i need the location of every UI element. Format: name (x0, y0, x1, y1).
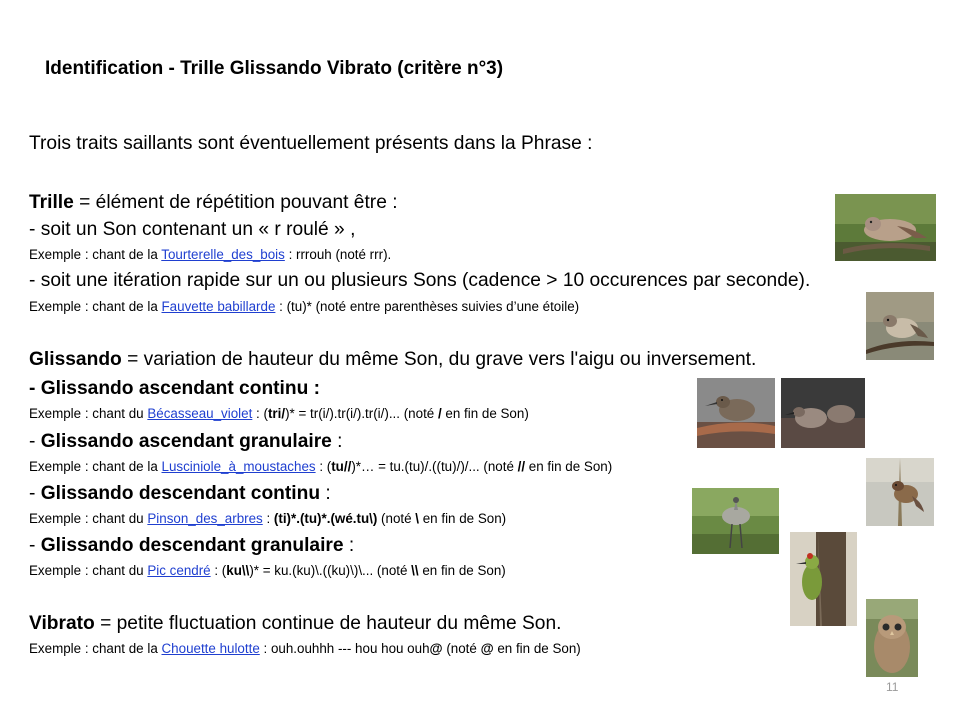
glissando-desc-gran-example (29, 563, 506, 578)
example-notation: : ouh.ouhhh --- hou hou ouh (259, 641, 430, 656)
trille-term: Trille (29, 192, 74, 213)
example-prefix: Exemple : chant de la (29, 459, 162, 474)
dash: - (29, 535, 41, 556)
notation-symbol: \\ (411, 563, 419, 578)
notation-bold: @ (429, 641, 443, 656)
example-prefix: Exemple : chant du (29, 406, 148, 421)
glissando-asc-cont-example (29, 406, 529, 421)
heading-bold: Glissando descendant granulaire (40, 535, 344, 556)
photo-tourterelle-des-bois (835, 194, 936, 261)
example-notation: )* = ku.(ku)\.((ku)\)\... (noté (249, 563, 412, 578)
example-prefix: Exemple : chant du (29, 511, 148, 526)
glissando-definition (29, 349, 756, 371)
example-prefix: Exemple : chant de la (29, 299, 162, 314)
link-chouette-hulotte[interactable]: Chouette hulotte (161, 641, 260, 656)
example-prefix: Exemple : chant de la (29, 641, 162, 656)
photo-becasseau-violet-2 (781, 378, 865, 448)
example-notation: : ( (315, 459, 332, 474)
colon: : (331, 431, 343, 452)
trille-option-2: - soit une itération rapide sur un ou plusieurs Sons (cadence > 10 occurences par seconde). (29, 270, 811, 291)
glissando-desc-cont-example (29, 511, 506, 526)
example-notation: : rrrouh (noté rrr). (284, 247, 392, 262)
vibrato-example (29, 641, 581, 656)
trille-example-1 (29, 247, 391, 262)
example-notation: (noté (377, 511, 416, 526)
glissando-asc-gran-heading (29, 431, 343, 453)
photo-pic-cendre (790, 532, 857, 626)
glissando-desc-cont-heading (29, 483, 331, 505)
glissando-desc-gran-heading (29, 535, 354, 557)
vibrato-definition (29, 613, 561, 635)
vibrato-def: = petite fluctuation continue de hauteur du même Son. (94, 613, 562, 634)
example-prefix: Exemple : chant du (29, 563, 148, 578)
photo-becasseau-violet-1 (697, 378, 775, 448)
trille-example-2 (29, 299, 579, 314)
notation-bold: tri/ (267, 406, 286, 421)
glissando-asc-gran-example (29, 459, 612, 474)
heading-bold: Glissando descendant continu (40, 483, 321, 504)
example-note: en fin de Son) (441, 406, 529, 421)
photo-fauvette-babillarde (866, 292, 934, 360)
heading-bold: Glissando ascendant granulaire (40, 431, 332, 452)
example-notation: : (262, 511, 274, 526)
example-note: en fin de Son) (525, 459, 613, 474)
link-becasseau-violet[interactable]: Bécasseau_violet (147, 406, 253, 421)
glissando-term: Glissando (29, 349, 122, 370)
example-notation: : ( (210, 563, 227, 578)
trille-def: = élément de répétition pouvant être : (73, 192, 398, 213)
glissando-def: = variation de hauteur du même Son, du grave vers l'aigu ou inversement. (121, 349, 757, 370)
example-notation: : (tu)* (275, 299, 312, 314)
slide-title: Identification - Trille Glissando Vibrato (critère n°3) (45, 58, 504, 79)
example-note: en fin de Son) (418, 563, 506, 578)
page-number: 11 (886, 680, 899, 694)
example-prefix: Exemple : chant de la (29, 247, 162, 262)
notation-symbol: // (517, 459, 526, 474)
photo-chouette-hulotte (866, 599, 918, 677)
example-note: (noté entre parenthèses suivies d’une étoile) (311, 299, 580, 314)
example-note: en fin de Son) (419, 511, 507, 526)
trille-option-1: - soit un Son contenant un « r roulé » , (29, 219, 356, 240)
notation-symbol: @ (480, 641, 494, 656)
vibrato-term: Vibrato (29, 613, 95, 634)
notation-bold: ku\\ (226, 563, 250, 578)
colon: : (343, 535, 355, 556)
link-lusciniole-a-moustaches[interactable]: Lusciniole_à_moustaches (161, 459, 316, 474)
link-tourterelle-des-bois[interactable]: Tourterelle_des_bois (161, 247, 285, 262)
colon: : (320, 483, 331, 504)
example-notation: )* = tr(i/).tr(i/).tr(i/)... (noté (285, 406, 438, 421)
dash: - (29, 431, 41, 452)
photo-pinson-des-arbres (692, 488, 779, 554)
photo-lusciniole-a-moustaches (866, 458, 934, 526)
example-notation: (noté (442, 641, 481, 656)
link-fauvette-babillarde[interactable]: Fauvette babillarde (161, 299, 276, 314)
notation-bold: (ti)*.(tu)*.(wé.tu\) (273, 511, 378, 526)
intro-text: Trois traits saillants sont éventuellement présents dans la Phrase : (29, 133, 593, 154)
dash: - (29, 483, 41, 504)
example-notation: )*… = tu.(tu)/.((tu)/)/... (noté (351, 459, 518, 474)
link-pinson-des-arbres[interactable]: Pinson_des_arbres (147, 511, 263, 526)
notation-symbol: / (437, 406, 442, 421)
example-note: en fin de Son) (493, 641, 581, 656)
notation-bold: tu// (331, 459, 352, 474)
notation-symbol: \ (415, 511, 420, 526)
trille-definition (29, 192, 398, 214)
example-notation: : ( (252, 406, 268, 421)
link-pic-cendre[interactable]: Pic cendré (147, 563, 211, 578)
glissando-asc-cont-heading: - Glissando ascendant continu : (29, 378, 321, 399)
